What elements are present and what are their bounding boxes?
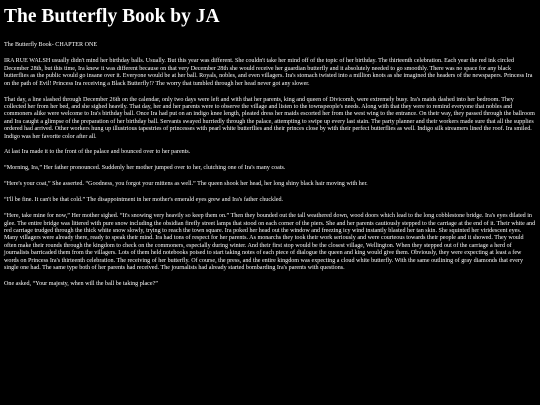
paragraph: “Here's your coat,” She asserted. “Goodness, you forgot your mittens as well.” The queen shook her head, her long shiny black hair moving with her. bbox=[4, 181, 368, 188]
paragraph: That day, a line slashed through December 26th on the calendar, only two days were left and with that her parents, king and queen of Divicomb, were extremely busy. Ira's maids dashed into her bedroom. They collected her from her bed, and she sighed heavily. That day, her and her parents were to observe the village and listen to the townspeople's needs. Along with that they were to remind everyone that nobles and commoners alike were welcome to Ira's birthday ball. Once Ira had put on an indigo knee length, pleated dress her maids escorted her from the west wing to the entrance. On their way, they passed through the ballroom and Ira caught a glimpse of the preparation of her birthday ball. Servants swayed hurriedly through the palace, attempting to swipe up every last stain. The party planner and their workers made sure that all the supplies ordered had arrived. Other workers hung up illustrious tapestries of princesses with pearl white butterflies and their princes close by with their perfect butterflies as well. Indigo silk streamers lined the roof. Ira smiled. Indigo was her favorite color after all. bbox=[4, 96, 535, 140]
paragraph: IRA RUE WALSH usually didn't mind her birthday balls. Usually. But this year was different. She couldn't take her mind off of the topic of her birthday. The thirteenth celebration. Each year the red ink circled December 28th, but this time, Ira knew it was different because on that very December 28th she would receive her guardian butterfly and it absolutely needed to go smoothly. There was no space for any black butterflies as the public would go insane over it. Everyone would be at her ball. Royals, nobles, and even villagers. Ira's stomach twisted into a million knots as she imagined the headers of the newspapers. Princess Ira on the path of Evil! Princess Ira receiving a Black Butterfly!? The worry that tumbled through her head never got any slower. bbox=[4, 58, 533, 87]
paragraph: One asked, “Your majesty, when will the ball be taking place?” bbox=[4, 280, 158, 287]
chapter-heading: The Butterfly Book- CHAPTER ONE bbox=[4, 42, 98, 48]
paragraph: “Morning, Ira,” Her father pronounced. Suddenly her mother jumped over to her, clutching one of Ira's many coats. bbox=[4, 165, 286, 172]
paragraph: “I'll be fine. It can't be that cold.” The disappointment in her mother's emerald eyes grew and Ira's father chuckled. bbox=[4, 197, 284, 204]
paragraph: “Here, take mine for now,” Her mother sighed. “It's snowing very heavily so keep them on.” Then they bounded out the tall weathered down, wood doors which lead to the long cobblestone bridge. Ira's eyes dilated in glee. The entire bridge was littered with pure snow including the obsidian firefly street lamps that stood on each corner of the piers. She and her parents cautiously stepped to the carriage at the end of it. Their white and red carriage trudged through the thick white snow slowly, trying to reach the town square. Ira poked her head out the window and freezing icy wind instantly blasted her tan skin. She squinted her viridescent eyes. Many villagers were already there, ready to speak their mind. Ira had tons of respect for her parents. As monarchs they took their work seriously and were courteous towards their people and it showed. They would often make their rounds through the kingdom to check on the commoners, especially during winter. And their first stop would be the closest village, Wellington. When they stepped out of the carriage a herd of journalists barricaded them from the villagers. Lots of them held notebooks poised to start taking notes of each piece of dialogue the queen and king would give them. Obviously, they were expecting at least a few words on Princess Ira's thirteenth celebration. The receiving of her butterfly. Of course, the press, and the entire kingdom was expecting a cloud white butterfly. With the same outlining of gray diamonds that every single one had. The same type both of her parents had received. The journalists had already started bombarding Ira's parents with questions. bbox=[4, 213, 536, 271]
paragraph: At last Ira made it to the front of the palace and bounced over to her parents. bbox=[4, 149, 191, 156]
page-title: The Butterfly Book by JA bbox=[4, 6, 220, 27]
